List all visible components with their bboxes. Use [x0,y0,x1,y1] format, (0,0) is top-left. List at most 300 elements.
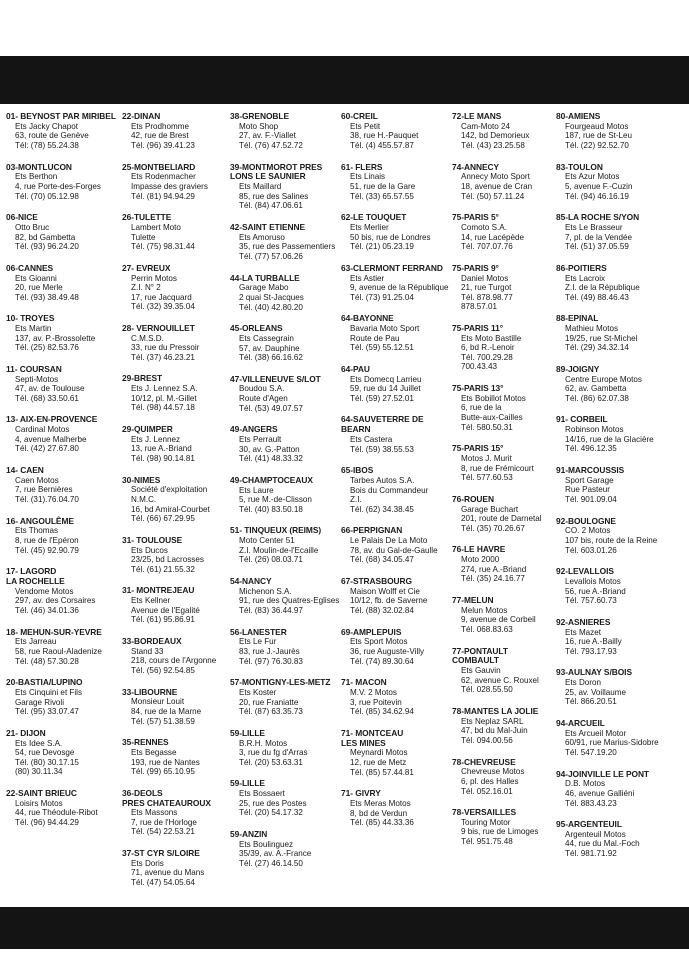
dealer-detail-line: 8, bd de Verdun [350,808,408,818]
dealer-detail-line: 7, rue Bernières [15,485,73,495]
dealer-detail-line: 3, rue Poitevin [350,697,402,707]
dealer-detail-line: Société d'exploitation [131,485,208,495]
dealer-city: 91- CORBEIL [556,414,608,425]
dealer-city: 13- AIX-EN-PROVENCE [6,414,98,425]
dealer-detail-line: 2 quai St-Jacques [239,292,304,302]
dealer-detail-line: Ets Bossaert [239,789,285,799]
dealer-entry [122,738,228,777]
dealer-detail-line: Ets Meras Motos [350,798,411,808]
dealer-detail-line: 5, avenue F.-Cuzin [565,181,633,191]
dealer-detail-line: 16, rue A.-Bailly [565,637,622,647]
dealer-detail-line: Tél. (40) 42.80.20 [239,302,303,312]
dealer-entry [230,324,339,363]
dealer-entry [6,264,120,303]
dealer-detail-line: Tél. 577.60.53 [461,473,513,483]
dealer-detail-line: Tél. (98) 44.57.18 [131,403,195,413]
dealer-entry [556,466,686,505]
dealer-detail-line: 44, rue du Mal.-Foch [565,839,640,849]
dealer-detail-line: Touring Motor [461,817,511,827]
dealer-detail-line: Z.I. N° 2 [131,283,161,293]
dealer-entry [230,729,339,768]
dealer-entry [556,719,686,758]
dealer-city: 92-BOULOGNE [556,515,616,526]
dealer-directory [6,112,686,902]
dealer-detail-line: 193, rue de Nantes [131,757,200,767]
dealer-detail-line: 107 bis, route de la Reine [565,536,658,546]
dealer-city: 60-CREIL [341,111,378,121]
dealer-detail-line: Rue Pasteur [565,485,610,495]
dealer-city: 75-PARIS 5° [452,212,499,223]
dealer-detail-line: Tél. (42) 27.67.80 [15,444,79,454]
dealer-entry [6,415,120,454]
dealer-entry [341,365,450,404]
dealer-city: 75-PARIS 15° [452,443,504,454]
dealer-entry [122,789,228,837]
dealer-detail-line: Levallois Motos [565,577,621,586]
dealer-entry [6,628,120,667]
dealer-entry [556,264,686,303]
dealer-detail-line: Tél. (74) 89.30.64 [350,656,414,666]
dealer-city: 88-EPINAL [556,313,599,324]
dealer-detail-line: 60/91, rue Marius-Sidobre [565,738,659,748]
dealer-detail-line: Z.I. [350,495,362,505]
dealer-detail-line: Ets Azur Motos [565,172,620,182]
dealer-detail-line: 35, rue des Passementiers [239,242,336,252]
dealer-city: 47-VILLENEUVE S/LOT [230,373,321,384]
dealer-detail-line: 6, pl. des Halles [461,776,519,786]
dealer-detail-line: Boudou S.A. [239,384,285,394]
dealer-detail-line: Tél. 547.19.20 [565,747,617,757]
dealer-detail-line: Tél. (47) 54.05.64 [131,878,195,888]
dealer-detail-line: Tél. (61) 95.86.91 [131,615,195,625]
dealer-city: 31- MONTREJEAU [122,585,195,596]
dealer-entry [230,779,339,818]
dealer-detail-line: Tél. (35) 24.16.77 [461,574,525,584]
dealer-detail-line: Ets Le Fur [239,637,277,647]
dealer-entry [6,213,120,252]
dealer-entry [556,213,686,252]
dealer-city: 27- EVREUX [122,262,171,273]
dealer-city: 83-TOULON [556,161,603,172]
dealer-detail-line: Michenon S.A. [239,586,292,596]
dealer-detail-line: 6, bd R.-Lenoir [461,343,515,353]
dealer-detail-line: 17, rue Jacquard [131,292,192,302]
dealer-city: 64-PAU [341,363,370,374]
dealer-entry [452,264,554,312]
dealer-detail-line: Ets Sport Motos [350,637,408,647]
dealer-city: 42-SAINT ETIENNE [230,221,306,232]
dealer-entry [341,729,450,777]
dealer-detail-line: Tél. 700.29.28 [461,352,513,362]
dealer-city: 59-LILLE [230,778,265,789]
dealer-detail-line: Ets Gioanni [15,273,57,283]
dealer-city: 03-MONTLUCON [6,161,72,172]
dealer-detail-line: Melun Motos [461,605,508,615]
dealer-detail-line: Robinson Motos [565,425,624,435]
dealer-city: 75-PARIS 13° [452,383,504,394]
dealer-detail-line: 20, rue Merle [15,283,63,293]
dealer-detail-line: Moto 2000 [461,555,500,565]
dealer-detail-line: 78, av. du Gal-de-Gaulle [350,545,438,555]
dealer-detail-line: Tél. (86) 62.07.38 [565,393,629,403]
dealer-detail-line: 142, bd Demorieux [461,131,530,141]
dealer-city: 74-ANNECY [452,161,500,172]
dealer-detail-line: Tél. (77) 57.06.26 [239,251,303,261]
dealer-detail-line: Ets Boulinguez [239,839,293,849]
dealer-detail-line: 83, rue J.-Jaurès [239,646,300,656]
dealer-detail-line: Tél. (85) 57.44.81 [350,767,414,777]
dealer-entry [230,476,339,515]
dealer-detail-line: 13, rue A.-Briand [131,444,192,454]
dealer-detail-line: 35/39, av. A.-France [239,849,312,859]
dealer-detail-line: Tél. (21) 05.23.19 [350,242,414,252]
dealer-detail-line: Annecy Moto Sport [461,172,530,182]
dealer-detail-line: Z.I. de la République [565,283,640,293]
dealer-city: 20-BASTIA/LUPINO [6,677,83,688]
dealer-detail-line: Sport Garage [565,475,614,485]
dealer-detail-line: 33, rue du Pressoir [131,343,200,353]
dealer-city: 01- BEYNOST PAR MIRIBEL [6,111,116,121]
dealer-detail-line: Fourgeaud Motos [565,121,629,131]
dealer-detail-line: Monsieur Louit [131,697,185,707]
dealer-detail-line: 58, rue Raoul-Aladenize [15,646,102,656]
dealer-detail-line: Tél. (54) 22.53.21 [131,827,195,837]
dealer-detail-line: Tél. (87) 63.35.73 [239,707,303,717]
dealer-detail-line: Tél. (48) 57.30.28 [15,656,79,666]
dealer-detail-line: 7, rue de l'Horloge [131,817,197,827]
dealer-detail-line: Ets J. Lennez S.A. [131,384,198,394]
dealer-city: 93-AULNAY S/BOIS [556,667,632,678]
dealer-detail-line: Tél. (57) 51.38.59 [131,716,195,726]
dealer-detail-line: Ets Cassegrain [239,333,294,343]
dealer-detail-line: Vendome Motos [15,586,74,596]
dealer-detail-line: Tél. (22) 92.52.70 [565,140,629,150]
dealer-detail-line: Ets Cinquini et Fils [15,687,83,697]
dealer-entry [122,264,228,312]
dealer-detail-line: Ets Lacroix [565,273,606,283]
dealer-detail-line: Tél. (56) 92.54.85 [131,665,195,675]
dealer-entry [452,384,554,432]
dealer-entry [452,808,554,847]
dealer-entry [230,526,339,565]
dealer-entry [556,365,686,404]
dealer-detail-line: Tél. (59) 55.12.51 [350,343,414,353]
dealer-city: 61- FLERS [341,161,383,172]
dealer-city: 17- LAGORD LA ROCHELLE [6,566,65,586]
dealer-detail-line: 82, bd Gambetta [15,232,76,242]
dealer-entry [122,536,228,575]
dealer-city: 64-BAYONNE [341,313,394,324]
dealer-entry [6,112,120,151]
dealer-detail-line: Ets Kellner [131,596,171,606]
dealer-detail-line: Tél. (75) 98.31.44 [131,242,195,252]
dealer-detail-line: Lambert Moto [131,222,181,232]
dealer-detail-line: Ets Mazet [565,627,601,637]
dealer-entry [122,849,228,888]
dealer-detail-line: Ets Begasse [131,747,177,757]
dealer-detail-line: Bavaria Moto Sport [350,324,420,334]
dealer-city: 44-LA TURBALLE [230,272,300,283]
dealer-entry [230,830,339,869]
dealer-entry [6,466,120,505]
bottom-black-band [0,907,689,949]
dealer-detail-line: Perrin Motos [131,273,177,283]
dealer-detail-line: Meynardi Motos [350,748,408,758]
dealer-detail-line: 21, rue Turgot [461,283,512,293]
dealer-city: 54-NANCY [230,576,272,586]
dealer-city: 76-ROUEN [452,493,494,504]
dealer-detail-line: 8, rue de l'Epéron [15,536,79,546]
dealer-detail-line: Tél. 883.43.23 [565,798,617,808]
dealer-detail-line: Comoto S.A. [461,222,507,232]
dealer-detail-line: Tél. (85) 34.62.94 [350,707,414,717]
dealer-detail-line: Tél. (70) 05.12.98 [15,191,79,201]
dealer-detail-line: Ets Jarreau [15,637,57,647]
dealer-detail-line: 36, rue Auguste-Villy [350,646,425,656]
dealer-detail-line: 10/12, fb. de Saverne [350,596,428,606]
dealer-city: 39-MONTMOROT PRES LONS LE SAUNIER [230,161,323,182]
dealer-column [6,112,120,839]
dealer-city: 78-MANTES LA JOLIE [452,705,539,716]
dealer-detail-line: 218, cours de l'Argonne [131,656,217,666]
dealer-detail-line: 56, rue A.-Briand [565,586,626,596]
dealer-detail-line: 9, avenue de Corbeil [461,615,536,625]
dealer-city: 78-CHEVREUSE [452,756,516,767]
dealer-city: 26-TULETTE [122,212,172,223]
dealer-city: 33-BORDEAUX [122,635,182,646]
dealer-entry [341,314,450,353]
dealer-city: 71- GIVRY [341,788,381,799]
dealer-detail-line: Ets Maillard [239,182,282,192]
dealer-city: 33-LIBOURNE [122,686,178,697]
dealer-entry [556,163,686,202]
dealer-entry [556,112,686,151]
dealer-detail-line: M.V. 2 Motos [350,687,397,697]
dealer-detail-line: Ets Laure [239,485,274,495]
dealer-detail-line: Route d'Agen [239,394,288,404]
dealer-detail-line: 19/25, rue St-Michel [565,333,638,343]
dealer-detail-line: Le Palais De La Moto [350,536,428,546]
dealer-detail-line: 85, rue des Salines [239,191,309,201]
dealer-detail-line: 878.57.01 [461,302,498,312]
dealer-detail-line: Ets Astier [350,273,385,283]
dealer-detail-line: Tarbes Autos S.A. [350,476,415,486]
dealer-detail-line: Ets Perrault [239,435,282,445]
dealer-detail-line: Ets Jacky Chapot [15,121,78,131]
dealer-city: 10- TROYES [6,313,55,324]
dealer-detail-line: 12, rue de Metz [350,757,407,767]
dealer-entry [230,577,339,616]
dealer-detail-line: Tél. (76) 47.52.72 [239,140,303,150]
dealer-entry [556,770,686,809]
dealer-detail-line: Tél. 094.00.56 [461,735,513,745]
dealer-detail-line: Tél. (37) 46.23.21 [131,352,195,362]
dealer-city: 92-ASNIERES [556,616,611,627]
dealer-detail-line: Garage Mabo [239,283,289,293]
dealer-detail-line: Maison Wolff et Cie [350,586,420,596]
dealer-entry [230,112,339,151]
dealer-detail-line: Tél. (25) 82.53.76 [15,343,79,353]
dealer-detail-line: 25, av. Voillaume [565,687,627,697]
dealer-detail-line: Argenteuil Motos [565,829,626,839]
dealer-detail-line: Tél. (40) 83.50.18 [239,504,303,514]
dealer-entry [452,758,554,797]
dealer-detail-line: Z.I. Moulin-de-l'Ecaille [239,545,319,555]
dealer-detail-line: Ets Rodenmacher [131,172,196,182]
dealer-detail-line: Motos J. Murit [461,454,512,464]
dealer-detail-line: 59, rue du 14 Juillet [350,384,421,394]
dealer-entry [341,526,450,565]
dealer-detail-line: Tél. (93) 38.49.48 [15,292,79,302]
dealer-detail-line: Tél. (97) 76.30.83 [239,656,303,666]
dealer-city: 64-SAUVETERRE DE BEARN [341,414,424,435]
dealer-city: 91-MARCOUSSIS [556,465,625,476]
dealer-city: 36-DEOLS PRES CHATEAUROUX [122,787,211,808]
dealer-detail-line: Tél. (29) 34.32.14 [565,343,629,353]
dealer-city: 57-MONTIGNY-LES-METZ [230,677,331,688]
dealer-city: 76-LE HAVRE [452,544,506,555]
dealer-detail-line: Tél. 068.83.63 [461,624,513,634]
dealer-city: 71- MACON [341,677,387,688]
dealer-detail-line: 46, avenue Galliéni [565,788,635,798]
dealer-entry [230,274,339,313]
dealer-detail-line: Tél. (53) 49.07.57 [239,403,303,413]
dealer-city: 06-CANNES [6,262,54,273]
dealer-entry [452,163,554,202]
dealer-detail-line: 16, bd Amiral-Courbet [131,504,210,514]
dealer-detail-line: Tél. 901.09.04 [565,495,617,505]
dealer-detail-line: 50 bis, rue de Londres [350,232,431,242]
dealer-detail-line: Bois du Commandeur [350,485,429,495]
dealer-entry [341,112,450,151]
dealer-detail-line: Ets Thomas [15,526,59,536]
dealer-detail-line: Ets Arcueil Motor [565,728,627,738]
dealer-detail-line: Ets Martin [15,324,52,334]
dealer-city: 77-PONTAULT COMBAULT [452,645,508,666]
dealer-detail-line: 44, rue Théodule-Ribot [15,808,98,818]
dealer-detail-line: Chevreuse Motos [461,767,525,777]
dealer-detail-line: Tél. (50) 57.11.24 [461,191,525,201]
dealer-entry [6,163,120,202]
dealer-detail-line: Tél. (20) 54.17.32 [239,808,303,818]
dealer-detail-line: Ets Ducos [131,545,168,555]
dealer-detail-line: Impasse des graviers [131,181,208,191]
dealer-city: 28- VERNOUILLET [122,322,195,333]
dealer-detail-line: CO. 2 Motos [565,526,611,536]
dealer-detail-line: Ets Doris [131,858,164,868]
dealer-city: 75-PARIS 9° [452,262,499,273]
dealer-city: 59-LILLE [230,727,265,738]
dealer-detail-line: N.M.C. [131,495,157,505]
dealer-entry [122,112,228,151]
dealer-detail-line: Tél. (26) 08.03.71 [239,555,303,565]
dealer-detail-line: 14, rue Lacépède [461,232,525,242]
dealer-detail-line: Tél. 951.75.48 [461,837,513,847]
dealer-entry [122,374,228,413]
dealer-entry [6,365,120,404]
dealer-detail-line: Ets Massons [131,808,178,818]
dealer-entry [230,425,339,464]
dealer-detail-line: (80) 30.11.34 [15,767,63,777]
dealer-city: 92-LEVALLOIS [556,566,614,577]
dealer-entry [6,789,120,828]
dealer-detail-line: 4, avenue Malherbe [15,434,87,444]
dealer-city: 22-DINAN [122,111,161,121]
dealer-city: 35-RENNES [122,737,169,748]
dealer-detail-line: Moto Shop [239,121,279,131]
dealer-detail-line: Ets Petit [350,121,381,131]
dealer-detail-line: 62, av. Gambetta [565,384,627,394]
dealer-city: 71- MONTCEAU LES MINES [341,727,404,748]
dealer-detail-line: 47, bd du Mal-Juin [461,726,528,736]
dealer-detail-line: D.B. Motos [565,779,606,789]
dealer-city: 37-ST CYR S/LOIRE [122,848,200,859]
dealer-entry [122,637,228,676]
dealer-entry [556,618,686,657]
dealer-detail-line: Tél. (61) 21.55.32 [131,564,195,574]
dealer-entry [6,729,120,777]
dealer-detail-line: 9 bis, rue de Limoges [461,827,539,837]
dealer-city: 31- TOULOUSE [122,534,183,545]
dealer-entry [452,112,554,151]
dealer-entry [6,517,120,556]
dealer-city: 16- ANGOULÊME [6,515,74,526]
dealer-detail-line: Tél. 052.16.01 [461,786,513,796]
dealer-entry [122,476,228,524]
dealer-detail-line: 5, rue M.-de-Clisson [239,495,312,505]
dealer-city: 29-BREST [122,373,163,384]
dealer-detail-line: Tél. 866.20.51 [565,697,617,707]
dealer-city: 49-CHAMPTOCEAUX [230,474,313,485]
dealer-detail-line: Tél. (62) 34.38.45 [350,504,414,514]
dealer-column [122,112,228,900]
dealer-detail-line: Tél. 878.98.77 [461,292,513,302]
dealer-entry [6,678,120,717]
dealer-entry [122,425,228,464]
dealer-entry [452,324,554,372]
dealer-detail-line: Garage Rivoli [15,697,65,707]
dealer-detail-line: Tél. (93) 96.24.20 [15,242,79,252]
dealer-detail-line: 25, rue des Postes [239,798,307,808]
dealer-detail-line: 10/12, pl. M.-Gillet [131,393,197,403]
dealer-city: 78-VERSAILLES [452,807,517,818]
dealer-entry [452,444,554,483]
dealer-detail-line: Ets Domecq Larrieu [350,374,422,384]
dealer-city: 49-ANGERS [230,424,278,435]
dealer-detail-line: 20, rue Franiatte [239,697,299,707]
dealer-detail-line: Tél. (45) 92.90.79 [15,545,79,555]
dealer-detail-line: Cardinal Motos [15,425,70,435]
dealer-detail-line: 6, rue de la [461,403,502,413]
dealer-city: 69-AMPLEPUIS [341,626,402,637]
dealer-detail-line: 9, avenue de la République [350,283,449,293]
dealer-detail-line: Ets Amoruso [239,232,285,242]
dealer-entry [6,567,120,615]
dealer-entry [452,647,554,695]
dealer-detail-line: Centre Europe Motos [565,374,642,384]
dealer-city: 80-AMIENS [556,111,601,121]
dealer-entry [341,213,450,252]
dealer-detail-line: 14/16, rue de la Glacière [565,434,654,444]
dealer-detail-line: 4, rue Porte-des-Forges [15,181,101,191]
dealer-detail-line: Tél. 793.17.93 [565,646,617,656]
dealer-entry [341,678,450,717]
dealer-detail-line: Ets J. Lennez [131,434,181,444]
dealer-detail-line: Tél: (78) 55.24.38 [15,140,79,150]
dealer-detail-line: Tél. (68) 33.50.61 [15,393,79,403]
dealer-detail-line: 47, av. de Toulouse [15,384,85,394]
dealer-detail-line: Ets Neplaz SARL [461,716,524,726]
